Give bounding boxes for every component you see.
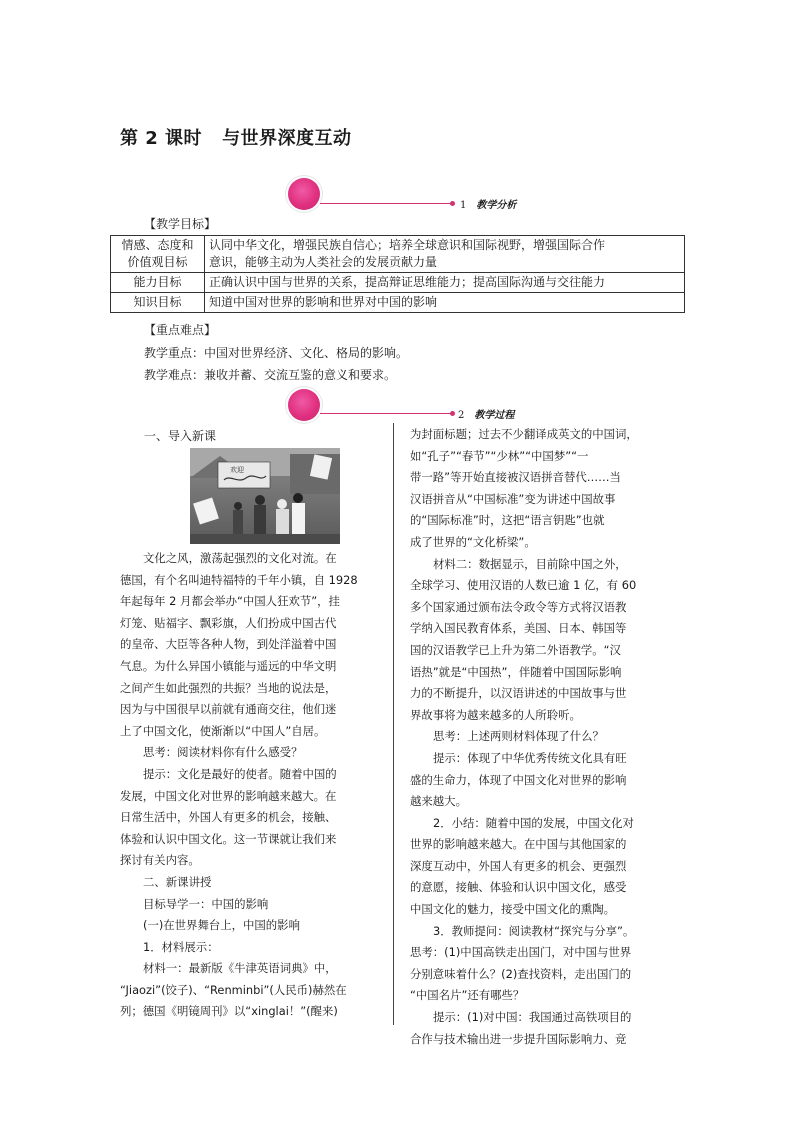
text-line: 气息。为什么异国小镇能与遥远的中华文明 — [120, 658, 337, 673]
text-line: 体验和认识中国文化。这一节课就让我们来 — [120, 831, 337, 846]
right-column — [410, 424, 680, 1050]
text-line: 1．材料展示： — [143, 939, 219, 954]
goal-row — [111, 273, 685, 293]
goal-label: 情感、态度和 价值观目标 — [111, 236, 205, 273]
text-line: (一)在世界舞台上，中国的影响 — [143, 918, 300, 933]
text-line: 提示：(1)对中国：我国通过高铁项目的 — [433, 1010, 632, 1025]
text-line: “Jiaozi”(饺子)、“Renminbi”(人民币)赫然在 — [120, 982, 347, 997]
text-line: 思考：阅读材料你有什么感受？ — [143, 745, 303, 760]
lesson-number: 第 2 课时 — [120, 128, 203, 149]
text-line: 汉语拼音从“中国标准”变为讲述中国故事 — [410, 491, 616, 506]
festival-photo-image — [190, 448, 340, 544]
text-line: 探讨有关内容。 — [120, 853, 200, 868]
goal-content: 知道中国对世界的影响和世界对中国的影响 — [205, 293, 685, 313]
goal-row — [111, 293, 685, 313]
lesson-topic: 与世界深度互动 — [222, 128, 352, 149]
text-line: 分别意味着什么？(2)查找资料，走出国门的 — [410, 966, 632, 981]
text-line: 列；德国《明镜周刊》以“xinglai！”(醒来) — [120, 1004, 338, 1019]
text-line: 提示：文化是最好的使者。随着中国的 — [143, 766, 337, 781]
text-line: 二、新课讲授 — [143, 874, 212, 889]
goal-label: 知识目标 — [111, 293, 205, 313]
text-line: 思考：(1)中国高铁走出国门，对中国与世界 — [410, 945, 632, 960]
text-line: 成了世界的“文化桥梁”。 — [410, 534, 536, 549]
festival-photo — [190, 448, 340, 544]
column-divider — [393, 423, 394, 1025]
keypoints-heading: 【重点难点】 — [144, 323, 217, 337]
text-line: 文化之风，激荡起强烈的文化对流。在 — [143, 551, 337, 565]
text-line: 盛的生命力，体现了中国文化对世界的影响 — [410, 772, 627, 787]
intro-heading: 一、导入新课 — [144, 429, 217, 443]
section-badge-icon — [288, 178, 320, 210]
text-line: 的意愿，接触、体验和认识中国文化，感受 — [410, 880, 627, 895]
text-line: 年起每年 2 月都会举办“中国人狂欢节”，挂 — [120, 594, 340, 609]
text-line: 学纳入国民教育体系，美国、日本、韩国等 — [410, 621, 627, 636]
key-point: 教学重点：中国对世界经济、文化、格局的影响。 — [144, 346, 409, 360]
difficulty: 教学难点：兼收并蓄、交流互鉴的意义和要求。 — [144, 368, 397, 382]
text-line: 合作与技术输出进一步提升国际影响力、竞 — [410, 1031, 627, 1046]
text-line: 思考：上述两则材料体现了什么？ — [433, 729, 604, 744]
text-line: 界故事将为越来越多的人所聆听。 — [410, 707, 581, 722]
section-rule — [320, 413, 450, 414]
text-line: 目标导学一：中国的影响 — [143, 896, 269, 911]
text-line: 的“国际标准”时，这把“语言钥匙”也就 — [410, 513, 605, 528]
text-line: 3．教师提问：阅读教材“探究与分享”。 — [433, 923, 635, 938]
text-line: 语热”就是“中国热”，伴随着中国国际影响 — [410, 664, 622, 679]
text-line: 为封面标题；过去不少翻译成英文的中国词， — [410, 427, 638, 441]
section-rule-dot — [450, 411, 455, 416]
section-rule-dot — [450, 201, 455, 206]
text-line: 的皇帝、大臣等各种人物，到处洋溢着中国 — [120, 637, 337, 652]
svg-text:欢迎: 欢迎 — [230, 466, 244, 474]
text-line: 力的不断提升，以汉语讲述的中国故事与世 — [410, 686, 627, 701]
text-line: 上了中国文化，使渐渐以“中国人”自居。 — [120, 723, 326, 738]
section-badge-icon — [288, 389, 320, 421]
text-line: 材料二：数据显示，目前除中国之外， — [433, 556, 627, 571]
text-line: 发展，中国文化对世界的影响越来越大。在 — [120, 788, 337, 803]
text-line: 国的汉语教学已上升为第二外语教学。“汉 — [410, 642, 621, 657]
goal-content: 认同中华文化，增强民族自信心；培养全球意识和国际视野，增强国际合作 意识，能够主动为人类社会的发展贡献力量 — [205, 236, 685, 273]
text-line: 全球学习、使用汉语的人数已逾 1 亿，有 60 — [410, 578, 637, 593]
section1-heading: 1 教学分析 — [460, 200, 517, 211]
text-line: 多个国家通过颁布法令政令等方式将汉语教 — [410, 599, 627, 614]
goals-heading: 【教学目标】 — [144, 217, 217, 231]
goal-row — [111, 236, 685, 273]
text-line: 如“孔子”“春节”“少林”“中国梦”“一 — [410, 448, 589, 463]
text-line: 提示：体现了中华优秀传统文化具有旺 — [433, 750, 627, 765]
goal-label: 能力目标 — [111, 273, 205, 293]
section-rule — [320, 203, 450, 204]
text-line: 德国，有个名叫迪特福特的千年小镇，自 1928 — [120, 572, 358, 587]
text-line: 因为与中国很早以前就有通商交往，他们迷 — [120, 702, 337, 717]
section2-heading: 2 教学过程 — [458, 410, 515, 421]
text-line: 带一路”等开始直接被汉语拼音替代……当 — [410, 470, 621, 485]
text-line: 材料一：最新版《牛津英语词典》中， — [143, 961, 337, 976]
page-title — [120, 124, 352, 150]
goals-table — [110, 235, 685, 313]
goal-content: 正确认识中国与世界的关系，提高辩证思维能力；提高国际沟通与交往能力 — [205, 273, 685, 293]
left-column — [120, 548, 382, 1023]
text-line: 灯笼、贴福字、飘彩旗，人们扮成中国古代 — [120, 615, 337, 630]
text-line: 越来越大。 — [410, 794, 467, 809]
text-line: 2．小结：随着中国的发展，中国文化对 — [433, 815, 634, 830]
text-line: “中国名片”还有哪些？ — [410, 988, 525, 1003]
text-line: 深度互动中，外国人有更多的机会、更强烈 — [410, 858, 627, 873]
text-line: 日常生活中，外国人有更多的机会，接触、 — [120, 810, 337, 825]
text-line: 中国文化的魅力，接受中国文化的熏陶。 — [410, 902, 616, 917]
text-line: 世界的影响越来越大。在中国与其他国家的 — [410, 837, 627, 852]
text-line: 之间产生如此强烈的共振？当地的说法是， — [120, 680, 337, 695]
